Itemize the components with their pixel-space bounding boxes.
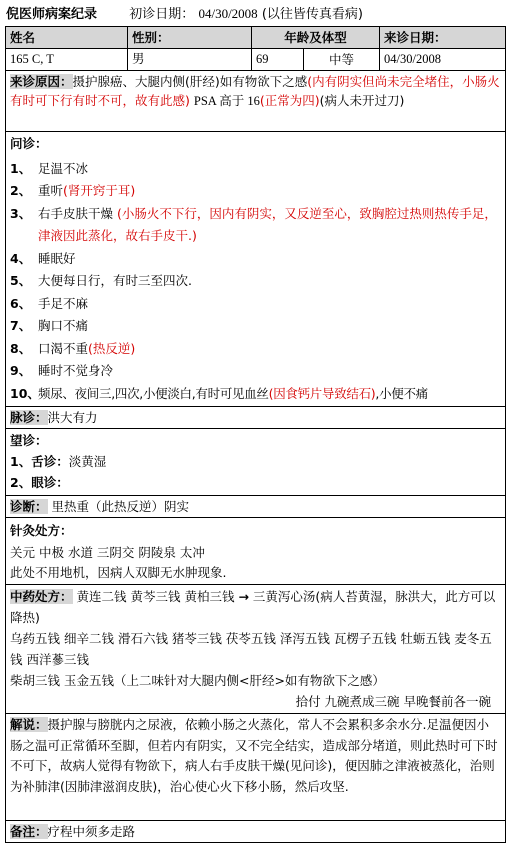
inquiry-item: 3、 右手皮肤干燥 (小肠火不下行，因内有阴实，又反逆至心，致胸腔过热则热传手足，津液因此蒸化，故右手皮干.) <box>10 205 497 243</box>
herbal-row <box>6 585 506 714</box>
first-visit-label: 初诊日期： <box>129 7 195 22</box>
herbal-line-1: 中药处方： 黄连二钱 黄芩三钱 黄柏三钱 → 三黄泻心汤(病人苔黄湿，脉洪大，此方可以降热) <box>10 589 496 625</box>
herbal-line-2: 乌药五钱 细辛二钱 滑石六钱 猪苓三钱 茯苓五钱 泽泻五钱 瓦楞子五钱 牡蛎五钱 麦冬五钱 西洋蔘三钱 <box>10 631 492 667</box>
remarks-text: 疗程中须多走路 <box>47 824 136 839</box>
inquiry-item: 10、 频尿、夜间三,四次,小便淡白,有时可见血丝(因食钙片导致结石),小便不痛 <box>10 385 428 401</box>
medical-record-table <box>5 26 506 843</box>
visit-date-header: 来诊日期： <box>380 27 506 49</box>
inquiry-label: 问诊： <box>10 136 48 151</box>
reason-label: 来诊原因： <box>10 74 73 89</box>
acupuncture-row <box>6 518 506 585</box>
reason-surgery-note: (病人未开过刀) <box>319 93 405 108</box>
tongue-diagnosis: 1、舌诊：淡黄湿 <box>10 454 107 469</box>
explanation-text: 摄护腺与膀胱内之尿液，依赖小肠之火蒸化，常人不会累积多余水分.足温便因小肠之温可正常循环至脚，但若内有阴实，又不完全结实，造成部分堵道，则此热时可下时不可下，故病人觉得有物欲下，病人右手皮肤干燥(见问诊)，便因肺之津液被蒸化，治则为补肺津(因肺津滋润皮肤)，治心使心火下移小肠，然后攻坚. <box>10 717 498 794</box>
first-visit-note: (以往皆传真看病) <box>261 7 363 22</box>
patient-values-row <box>6 49 506 71</box>
diagnosis-row <box>6 496 506 518</box>
build-value: 中等 <box>304 49 380 71</box>
inquiry-item: 9、 睡时不觉身冷 <box>10 363 114 378</box>
explanation-label: 解说： <box>10 717 48 732</box>
name-value: 165 C, T <box>6 49 128 71</box>
reason-row <box>6 71 506 132</box>
eye-diagnosis: 2、眼诊： <box>10 475 69 490</box>
acupuncture-label: 针灸处方： <box>10 523 73 538</box>
sex-value: 男 <box>128 49 252 71</box>
arrow-icon: → <box>238 589 249 604</box>
herbal-label: 中药处方： <box>10 589 73 604</box>
patient-header-row <box>6 27 506 49</box>
record-title: 倪医师病案纪录 <box>6 7 98 22</box>
inquiry-row <box>6 132 506 407</box>
age-value: 69 <box>252 49 304 71</box>
pulse-row <box>6 407 506 429</box>
page-header <box>6 4 506 24</box>
inquiry-item: 7、 胸口不痛 <box>10 318 89 333</box>
herbal-line-3: 柴胡三钱 玉金五钱（上二味针对大腿内侧<肝经>如有物欲下之感） <box>10 673 385 688</box>
acupuncture-note: 此处不用地机，因病人双脚无水肿现象. <box>10 565 227 580</box>
inquiry-item: 6、 手足不麻 <box>10 295 89 311</box>
psa-text: PSA 高于 16 <box>193 94 260 108</box>
explanation-row <box>6 714 506 821</box>
pulse-label: 脉诊： <box>10 410 48 425</box>
name-header: 姓名 <box>6 27 128 49</box>
remarks-label: 备注： <box>10 824 48 839</box>
reason-red-note: (内有阴实但尚未完全堵住，小肠火有时可下行有时不可，故有此感) <box>10 74 500 108</box>
observation-row <box>6 429 506 496</box>
diagnosis-text: 里热重（此热反逆）阴实 <box>51 499 190 514</box>
visit-date-value: 04/30/2008 <box>380 49 506 71</box>
age-header: 年龄及体型 <box>252 27 380 49</box>
inquiry-item: 4、 睡眠好 <box>10 250 76 266</box>
inquiry-item: 2、 重听(肾开窍于耳) <box>10 183 136 198</box>
diagnosis-label: 诊断： <box>10 499 48 514</box>
psa-normal-note: (正常为四) <box>259 93 320 108</box>
first-visit-date: 04/30/2008 <box>198 6 258 21</box>
acupuncture-points: 关元 中极 水道 三阴交 阴陵泉 太冲 <box>10 545 205 560</box>
herbal-line-4: 拾付 九碗煮成三碗 早晚餐前各一碗 <box>295 694 492 709</box>
sex-header: 性别： <box>128 27 252 49</box>
observation-label: 望诊： <box>10 433 48 448</box>
inquiry-item: 1、 足温不冰 <box>10 160 89 176</box>
inquiry-item: 5、 大便每日行，有时三至四次. <box>10 273 192 288</box>
inquiry-item: 8、 口渴不重(热反逆) <box>10 340 136 356</box>
pulse-text: 洪大有力 <box>47 410 98 425</box>
remarks-row <box>6 821 506 843</box>
reason-text: 摄护腺癌、大腿内侧(肝经)如有物欲下之感 <box>72 74 308 89</box>
